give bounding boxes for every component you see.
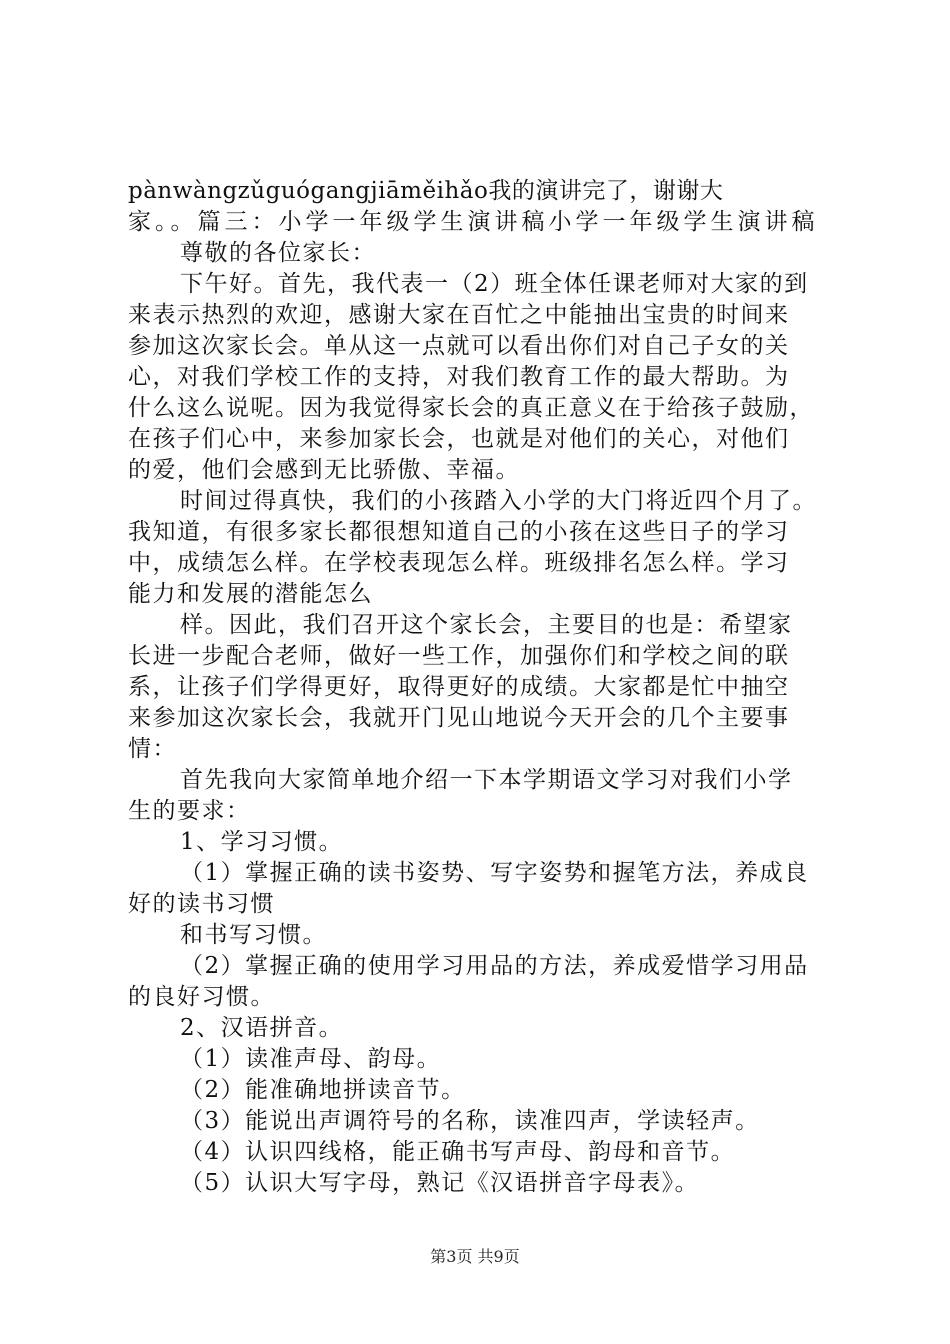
text-line: （1）掌握正确的读书姿势、写字姿势和握笔方法，养成良 <box>180 860 809 886</box>
text-line: 下午好。首先，我代表一（2）班全体任课老师对大家的到 <box>180 271 809 297</box>
text-line: 家。。篇三：小学一年级学生演讲稿小学一年级学生演讲稿 <box>128 209 819 235</box>
text-line: （2）能准确地拼读音节。 <box>180 1077 466 1103</box>
text-line: 来参加这次家长会，我就开门见山地说今天开会的几个主要事 <box>128 705 790 731</box>
text-line: 什么这么说呢。因为我觉得家长会的真正意义在于给孩子鼓励， <box>128 395 814 421</box>
text-line: 生的要求： <box>128 798 251 824</box>
text-line: （3）能说出声调符号的名称，读准四声，学读轻声。 <box>180 1108 760 1134</box>
text-line: 心，对我们学校工作的支持，对我们教育工作的最大帮助。为 <box>128 364 790 390</box>
text-line: 参加这次家长会。单从这一点就可以看出你们对自己子女的关 <box>128 333 790 359</box>
text-line: 长进一步配合老师，做好一些工作，加强你们和学校之间的联 <box>128 643 790 669</box>
text-line: 时间过得真快，我们的小孩踏入小学的大门将近四个月了。 <box>180 488 817 514</box>
text-line: 1、学习习惯。 <box>180 829 344 855</box>
text-line: 尊敬的各位家长： <box>180 240 376 266</box>
text-line: 情： <box>128 736 177 762</box>
text-line: 和书写习惯。 <box>180 922 327 948</box>
text-line: （5）认识大写字母，熟记《汉语拼音字母表》。 <box>180 1170 700 1196</box>
text-line: 的爱，他们会感到无比骄傲、幸福。 <box>128 457 520 483</box>
text-line: （2）掌握正确的使用学习用品的方法，养成爱惜学习用品 <box>180 953 809 979</box>
text-line: 来表示热烈的欢迎，感谢大家在百忙之中能抽出宝贵的时间来 <box>128 302 790 328</box>
text-line: 我知道，有很多家长都很想知道自己的小孩在这些日子的学习 <box>128 519 790 545</box>
text-line: 在孩子们心中，来参加家长会，也就是对他们的关心，对他们 <box>128 426 790 452</box>
document-body <box>128 176 838 1199</box>
text-line: （1）读准声母、韵母。 <box>180 1046 442 1072</box>
text-line: 的良好习惯。 <box>128 984 275 1010</box>
text-line: 能力和发展的潜能怎么 <box>128 581 373 607</box>
page-number-footer: 第3页 共9页 <box>430 1247 520 1266</box>
text-line: 中，成绩怎么样。在学校表现怎么样。班级排名怎么样。学习 <box>128 550 790 576</box>
text-line: pànwàngzǔguógangjiāměihǎo我的演讲完了，谢谢大 <box>128 178 724 204</box>
text-line: 系，让孩子们学得更好，取得更好的成绩。大家都是忙中抽空 <box>128 674 790 700</box>
text-line: 好的读书习惯 <box>128 891 275 917</box>
text-line: 样。因此，我们召开这个家长会，主要目的也是：希望家 <box>180 612 793 638</box>
text-line: （4）认识四线格，能正确书写声母、韵母和音节。 <box>180 1139 736 1165</box>
text-line: 首先我向大家简单地介绍一下本学期语文学习对我们小学 <box>180 767 793 793</box>
text-line: 2、汉语拼音。 <box>180 1015 344 1041</box>
